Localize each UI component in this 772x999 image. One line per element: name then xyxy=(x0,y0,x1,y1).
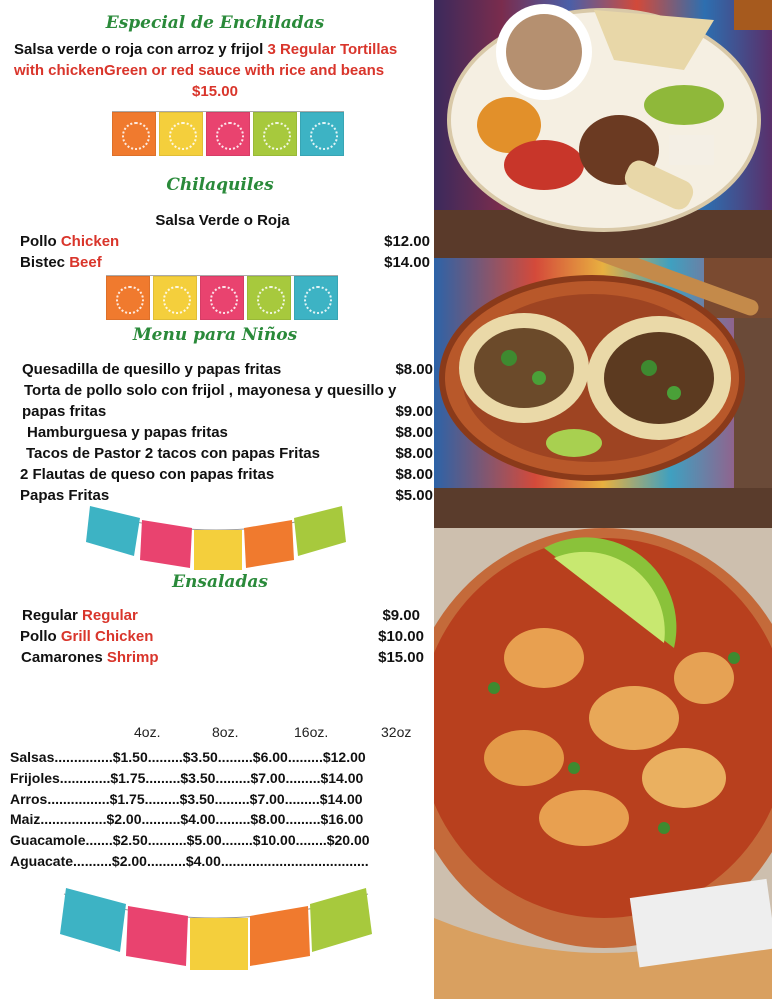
ensaladas-price: $15.00 xyxy=(378,649,424,666)
flag-green xyxy=(247,276,291,320)
chilaquiles-item: Bistec Beef xyxy=(20,254,102,271)
ninos-price: $8.00 xyxy=(395,445,433,462)
sides-row: Maiz.................$2.00..........$4.00.........$8.00.........$16.00 xyxy=(10,811,364,827)
soup-illustration xyxy=(434,488,772,999)
flag-pink xyxy=(206,112,250,156)
enchiladas-title: Especial de Enchiladas xyxy=(105,13,325,33)
sides-row: Arros................$1.75.........$3.50.........$7.00.........$14.00 xyxy=(10,791,363,807)
flag-blue xyxy=(300,112,344,156)
size-header: 16oz. xyxy=(294,724,329,740)
ninos-price: $8.00 xyxy=(395,361,433,378)
size-header: 4oz. xyxy=(134,724,161,740)
enchiladas-price: $15.00 xyxy=(192,83,238,100)
chilaquiles-subtitle: Salsa Verde o Roja xyxy=(155,212,290,229)
plate-illustration xyxy=(434,0,772,258)
size-header: 8oz. xyxy=(212,724,239,740)
chilaquiles-price: $14.00 xyxy=(384,254,430,271)
flag-yellow xyxy=(159,112,203,156)
flag-orange xyxy=(106,276,150,320)
ninos-price: $5.00 xyxy=(395,487,433,504)
ninos-item: Torta de pollo solo con frijol , mayonesa y quesillo y xyxy=(24,382,397,399)
ensaladas-item: Pollo Grill Chicken xyxy=(20,628,154,645)
flag-yellow xyxy=(153,276,197,320)
size-header: 32oz xyxy=(381,724,412,740)
flag-green xyxy=(253,112,297,156)
ensaladas-item: Camarones Shrimp xyxy=(21,649,159,666)
enchiladas-desc-en-1: 3 Regular Tortillas xyxy=(267,41,398,58)
sides-row: Frijoles.............$1.75.........$3.50.........$7.00.........$14.00 xyxy=(10,770,364,786)
ninos-item: Papas Fritas xyxy=(20,487,110,504)
ninos-item: Hamburguesa y papas fritas xyxy=(27,424,228,441)
papel-picado-swag xyxy=(60,882,372,976)
ensaladas-price: $10.00 xyxy=(378,628,424,645)
menudo-soup-photo xyxy=(434,488,772,999)
sides-row: Guacamole.......$2.50..........$5.00........$10.00........$20.00 xyxy=(10,832,370,848)
chilaquiles-title: Chilaquiles xyxy=(166,175,274,195)
sides-row: Aguacate..........$2.00..........$4.00...................................... xyxy=(10,853,369,869)
flag-blue xyxy=(294,276,338,320)
ninos-price: $8.00 xyxy=(395,466,433,483)
papel-picado-swag xyxy=(86,498,346,576)
enchiladas-line-1 xyxy=(14,41,397,58)
chilaquiles-price: $12.00 xyxy=(384,233,430,250)
sides-row: Salsas...............$1.50.........$3.50.........$6.00.........$12.00 xyxy=(10,749,366,765)
ninos-title: Menu para Niños xyxy=(132,325,298,345)
ninos-item: Tacos de Pastor 2 tacos con papas Fritas xyxy=(26,445,320,462)
chilaquiles-item: Pollo Chicken xyxy=(20,233,120,250)
flag-orange xyxy=(112,112,156,156)
ninos-price: $8.00 xyxy=(395,424,433,441)
ninos-item: 2 Flautas de queso con papas fritas xyxy=(20,466,275,483)
tacos-illustration xyxy=(434,258,772,488)
ninos-item: Quesadilla de quesillo y papas fritas xyxy=(22,361,282,378)
ninos-item: papas fritas xyxy=(22,403,107,420)
papel-picado-banner xyxy=(112,108,344,156)
papel-picado-banner xyxy=(106,273,338,319)
ensaladas-item: Regular Regular xyxy=(22,607,138,624)
tacos-photo xyxy=(434,258,772,488)
ninos-price: $9.00 xyxy=(395,403,433,420)
enchiladas-desc-es: Salsa verde o roja con arroz y frijol xyxy=(14,41,268,58)
enchiladas-desc-en-2: with chickenGreen or red sauce with rice and beans xyxy=(14,62,385,79)
enchilada-plate-photo xyxy=(434,0,772,258)
ensaladas-title: Ensaladas xyxy=(172,572,268,592)
flag-pink xyxy=(200,276,244,320)
ensaladas-price: $9.00 xyxy=(382,607,420,624)
